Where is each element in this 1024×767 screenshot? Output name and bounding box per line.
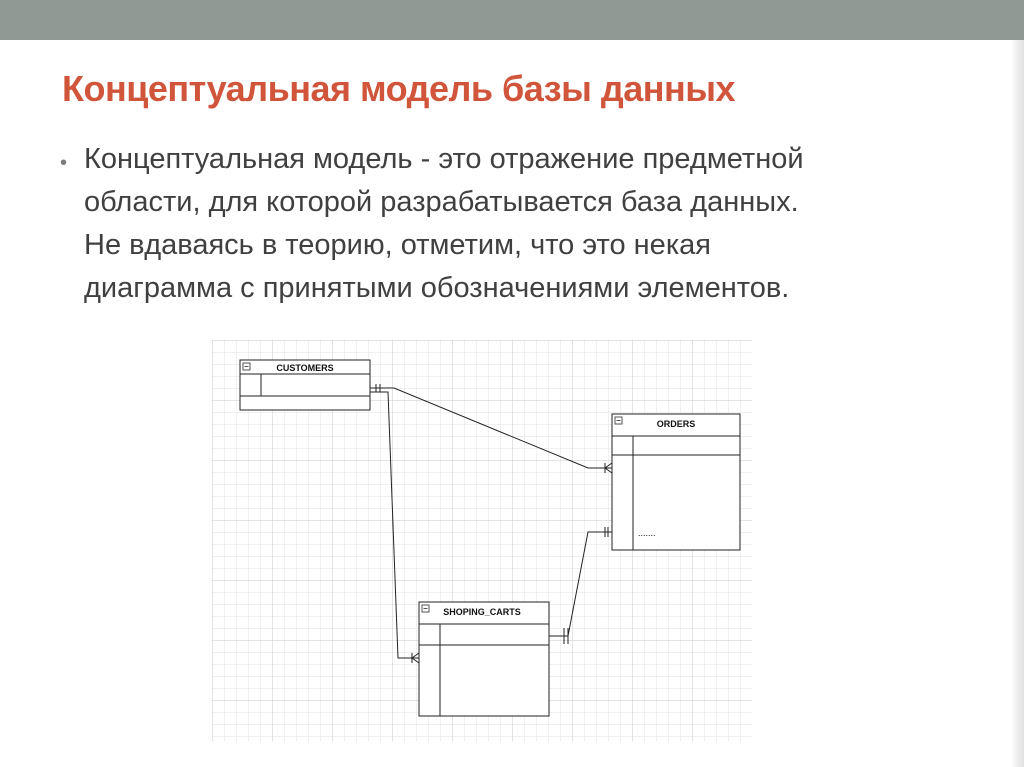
slide-shadow [1010, 40, 1024, 767]
paragraph-line: области, для которой разрабатывается база данных. [84, 186, 799, 218]
orders-ellipsis: ....... [638, 528, 656, 538]
entity-title-shoping-carts: SHOPING_CARTS [443, 607, 521, 617]
collapse-icon [615, 417, 622, 424]
entity-title-customers: CUSTOMERS [276, 363, 334, 373]
er-diagram [212, 340, 752, 742]
paragraph-line: диаграмма с принятыми обозначениями элементов. [84, 272, 790, 304]
paragraph-line: Не вдаваясь в теорию, отметим, что это некая [84, 229, 711, 261]
collapse-icon [422, 605, 429, 612]
entity-customers [240, 360, 370, 410]
slide-title: Концептуальная модель базы данных [62, 68, 735, 109]
entity-shoping-carts [419, 602, 549, 716]
bullet-icon: • [60, 152, 68, 174]
paragraph-line: Концептуальная модель - это отражение предметной [84, 143, 804, 175]
bullet-paragraph [84, 138, 964, 310]
entity-orders [612, 414, 740, 550]
entity-title-orders: ORDERS [656, 419, 696, 429]
collapse-icon [243, 363, 250, 370]
top-bar [0, 0, 1024, 40]
